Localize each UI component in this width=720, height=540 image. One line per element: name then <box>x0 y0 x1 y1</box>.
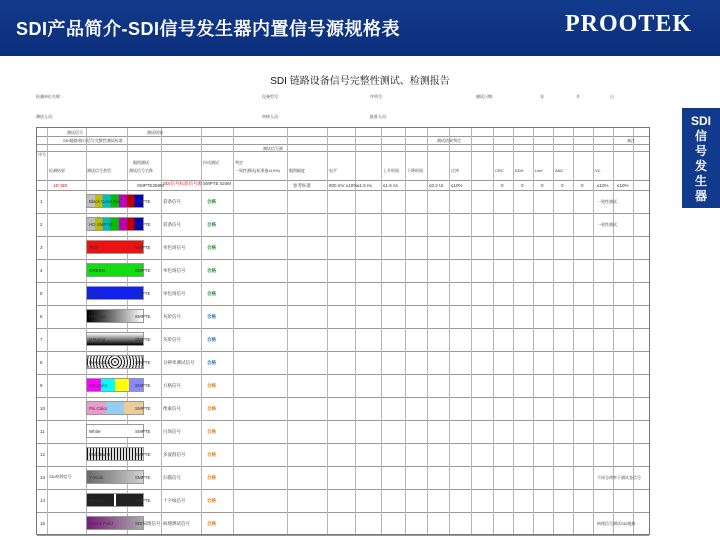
hdr-detect-standard: SDI链路/接口信号完整性测试标准 <box>63 138 123 143</box>
signal-desc: 分辨率测试信号 <box>163 360 195 365</box>
signal-desc: 灰阶信号 <box>163 314 181 319</box>
hdr-level: 电平 <box>329 168 337 173</box>
signal-name: H-Ramp <box>89 314 106 319</box>
row-note: 一致性测试 <box>597 199 617 204</box>
judge-mark: 合格 <box>207 337 216 342</box>
hdr-fall: 下降时间 <box>407 168 423 173</box>
hdr-source-title: 测试信号源 <box>263 146 283 151</box>
signal-desc: 多波群信号 <box>163 452 186 457</box>
row-number: 11 <box>40 429 45 434</box>
month-label: 月 <box>576 94 580 99</box>
device-label: 设备型号： <box>262 94 282 99</box>
signal-desc: 十字线信号 <box>163 498 186 503</box>
spec-z2: 0 <box>521 183 524 188</box>
judge-mark: 合格 <box>207 199 216 204</box>
judge-mark: 合格 <box>207 452 216 457</box>
judge-mark: 合格 <box>207 429 216 434</box>
signal-format: SMPTE <box>135 245 151 250</box>
spec-e2: ≤10% <box>617 183 629 188</box>
row-number: 1 <box>40 199 43 204</box>
hdr-ovs: 过冲 <box>451 168 459 173</box>
row-number: 9 <box>40 383 43 388</box>
spec-z1: 0 <box>501 183 504 188</box>
row-note: 不同分辨率下测试各信号 <box>597 475 641 480</box>
signal-format: SMPTE <box>135 337 151 342</box>
spec-v2: ≤1.5 ns <box>357 183 372 188</box>
side-tab-char: 发 <box>694 159 707 173</box>
hdr-jitter: 抖动测试 <box>203 160 219 165</box>
day-label: 日 <box>610 94 614 99</box>
spec-v1: 800 mV ±10% <box>329 183 358 188</box>
signal-format: SMPTE <box>135 314 151 319</box>
judge-mark: 合格 <box>207 498 216 503</box>
hdr-u3: Line <box>535 168 543 173</box>
prootek-logo: PROOTEK <box>564 11 692 37</box>
row-number: 15 <box>40 521 46 526</box>
signal-format: SMPTE <box>135 291 151 296</box>
spec-e1: ≤10% <box>597 183 609 188</box>
judge-mark: 合格 <box>207 222 216 227</box>
signal-format: SMPTE <box>135 406 151 411</box>
date-label: 测试日期： <box>476 94 496 99</box>
signal-name: RED <box>89 245 99 250</box>
signal-desc: 彩条信号 <box>163 222 181 227</box>
signal-name: Black Color Bar <box>89 199 121 204</box>
signal-name: GREEN <box>89 268 106 273</box>
signal-desc: 方格信号 <box>163 383 181 388</box>
hdr-note: 备注 <box>627 138 635 143</box>
row-number: 7 <box>40 337 43 342</box>
row-number: 8 <box>40 360 43 365</box>
side-tab-char: 器 <box>694 189 707 203</box>
signal-format: SMPTE <box>135 429 151 434</box>
side-tab-char: 信 <box>694 129 707 143</box>
hdr-section: 序号 <box>38 152 46 157</box>
signal-format: SMPTE <box>135 452 151 457</box>
hdr-u5: VC <box>595 168 601 173</box>
hdr-sig-type: 测试信号类型 <box>87 168 111 173</box>
signal-name: Multi Burst <box>89 452 111 457</box>
row-note: 一致性测试 <box>597 222 617 227</box>
judge-mark: 合格 <box>207 268 216 273</box>
signal-name: Resolution <box>89 360 111 365</box>
signal-format: SMPTE <box>135 222 151 227</box>
spec-z4: 0 <box>561 183 564 188</box>
company-label: 检测单位名称： <box>36 94 64 99</box>
signal-format: SMPTE <box>135 475 151 480</box>
hdr-eye-h: 眼图幅度 <box>289 168 305 173</box>
spec-name: 1D SDI <box>53 183 68 188</box>
signal-name: Check Field <box>89 521 113 526</box>
hdr-sig-name: 测试信号名称 <box>129 168 153 173</box>
signal-desc: 彩条信号 <box>163 199 181 204</box>
hdr-eye: 眼图测试 <box>133 160 149 165</box>
side-tab-char: 生 <box>694 174 707 188</box>
hdr-result-title: 测试结果判定 <box>437 138 461 143</box>
judge-mark: 合格 <box>207 245 216 250</box>
row-number: 5 <box>40 291 43 296</box>
hdr-u1: CRC <box>495 168 504 173</box>
hdr-judge: 判定 <box>235 160 243 165</box>
reviewer-label: 审核人员： <box>262 114 282 119</box>
judge-mark: 合格 <box>207 314 216 319</box>
side-tab-char: 号 <box>694 144 707 158</box>
hdr-rise: 上升时间 <box>383 168 399 173</box>
signal-desc: 像素信号 <box>163 406 181 411</box>
judge-mark: 合格 <box>207 383 216 388</box>
signal-format: SMPTE <box>135 199 151 204</box>
spec-desc: SDI信号标准信号源 <box>163 181 203 186</box>
spec-z3: 0 <box>541 183 544 188</box>
signal-name: HD SMPTE <box>89 222 113 227</box>
report-table <box>36 127 650 535</box>
judge-mark: 合格 <box>207 291 216 296</box>
hdr-u2: EDH <box>515 168 524 173</box>
row-number: 4 <box>40 268 43 273</box>
signal-name: Y-Scan <box>89 475 104 480</box>
signal-name: SQ.Color <box>89 383 108 388</box>
side-tab <box>682 108 720 208</box>
signal-desc: 单色场信号 <box>163 291 186 296</box>
spec-format: SMPTE259M <box>137 183 164 188</box>
row-number: 12 <box>40 452 46 457</box>
side-tab-char: SDI <box>690 114 711 128</box>
year-label: 年 <box>540 94 544 99</box>
signal-name: BLUE <box>89 291 101 296</box>
approver-label: 批准人员： <box>370 114 390 119</box>
row-number: 14 <box>40 498 46 503</box>
hdr-no: 检测结果 <box>49 168 65 173</box>
signal-desc: 灰阶信号 <box>163 337 181 342</box>
signal-name: V-Ramp <box>89 337 106 342</box>
signal-format: SMPTE <box>135 498 151 503</box>
hdr-standard: 测试信号 <box>67 130 83 135</box>
spec-v4: ≤0.2 UI <box>429 183 444 188</box>
hdr-spec: 一致性测试(标准值±10%) <box>235 168 280 173</box>
row-note: 病理信号测试SDI链路 <box>597 521 636 526</box>
report-title: SDI 链路设备信号完整性测试、检测报告 <box>270 76 450 87</box>
row-number: 13 <box>40 475 46 480</box>
judge-mark: 合格 <box>207 521 216 526</box>
spec-v5: ≤10% <box>451 183 463 188</box>
spec-z5: 0 <box>581 183 584 188</box>
tester-label: 测试人员： <box>36 114 56 119</box>
signal-format: SDI病理信号 <box>135 521 161 526</box>
hdr-u4: ANC <box>555 168 564 173</box>
judge-mark: 合格 <box>207 475 216 480</box>
signal-name: White <box>89 429 101 434</box>
signal-name: CROSS <box>89 498 106 503</box>
judge-mark: 合格 <box>207 360 216 365</box>
banner-title: SDI产品简介-SDI信号发生器内置信号源规格表 <box>16 19 401 39</box>
row-number: 2 <box>40 222 43 227</box>
row-number: 6 <box>40 314 43 319</box>
serial-label: 序列号： <box>370 94 386 99</box>
header-banner <box>0 0 720 56</box>
row-number: 3 <box>40 245 43 250</box>
signal-desc: 单色场信号 <box>163 268 186 273</box>
signal-desc: 扫描信号 <box>163 475 181 480</box>
signal-desc: 单色场信号 <box>163 245 186 250</box>
group-label: SDI病理信号 <box>49 474 72 479</box>
signal-format: SMPTE <box>135 268 151 273</box>
judge-mark: 合格 <box>207 406 216 411</box>
signal-desc: 病理测试信号 <box>163 521 190 526</box>
row-number: 10 <box>40 406 46 411</box>
spec-judge-std: 参考标准 <box>293 183 311 188</box>
signal-format: SMPTE <box>135 360 151 365</box>
spec-std: SMPTE 424M <box>203 181 232 186</box>
signal-desc: 白场信号 <box>163 429 181 434</box>
spec-v3: ≤1.5 ns <box>383 183 398 188</box>
signal-format: SMPTE <box>135 383 151 388</box>
signal-name: Pix.Color <box>89 406 108 411</box>
hdr-params: 测试结果 <box>147 130 163 135</box>
